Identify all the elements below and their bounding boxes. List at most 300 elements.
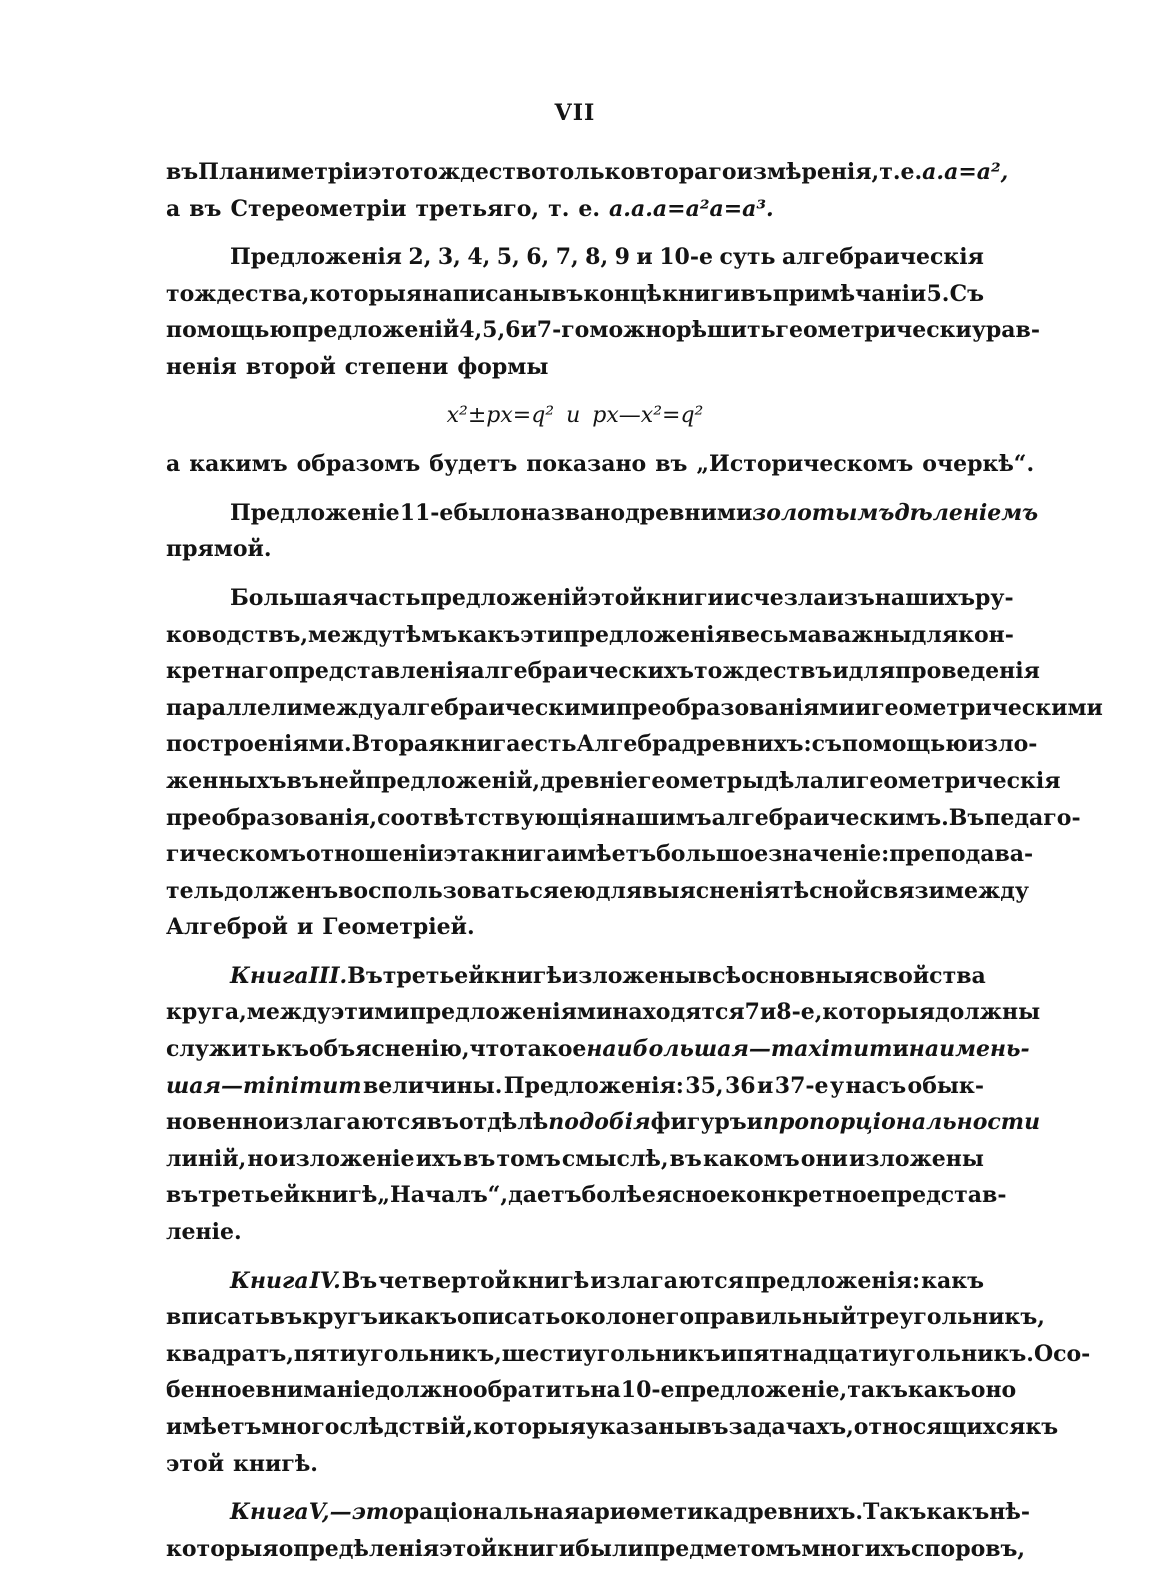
word: долженъ: [224, 877, 339, 904]
word: часть: [348, 584, 421, 611]
text-line: [166, 531, 984, 568]
word: дѣленіемъ: [894, 499, 1039, 526]
text-line: [166, 1177, 1007, 1214]
word: изложены: [561, 962, 697, 989]
paragraph: [166, 446, 1035, 483]
page-number: VII: [554, 100, 596, 126]
word: важны: [821, 621, 912, 648]
word: нѣ-: [989, 1499, 1030, 1526]
paragraph: [166, 239, 1040, 385]
word: насъ: [845, 1072, 907, 1099]
text-line: [166, 1299, 1045, 1336]
word: въ: [669, 1145, 702, 1172]
text-line: [166, 312, 1040, 349]
word: преобразованіями: [615, 694, 855, 721]
word: Геометріей.: [322, 914, 475, 941]
word: вписать: [166, 1304, 270, 1331]
word: 8,: [585, 244, 609, 271]
paragraph: [166, 958, 1041, 1251]
word: предложенія:: [744, 1267, 921, 1294]
word: кругъ: [302, 1304, 378, 1331]
word: женныхъ: [166, 767, 287, 794]
word: фигуръ: [650, 1109, 747, 1136]
word: и: [566, 402, 581, 428]
word: 3,: [437, 244, 461, 271]
word: 36: [724, 1072, 756, 1099]
word: какомъ: [702, 1145, 800, 1172]
word: концѣ: [583, 280, 662, 307]
text-line: [166, 1141, 984, 1178]
paragraph-gap: [166, 946, 984, 958]
word: и: [854, 694, 872, 721]
word: Планиметріи: [198, 159, 368, 185]
text-line: [166, 276, 984, 313]
word: Въ: [341, 1267, 378, 1294]
text-line: [166, 763, 1061, 800]
word: Алгеброй: [166, 914, 288, 941]
word: было: [453, 499, 521, 526]
word: а: [166, 195, 181, 222]
word: 5,: [482, 317, 506, 344]
word: свойства: [869, 962, 986, 989]
word: въ: [740, 280, 773, 307]
word: значеніе:: [768, 841, 890, 868]
word: III.: [308, 962, 348, 989]
word: смыслѣ,: [561, 1145, 669, 1172]
word: Книга: [230, 1499, 309, 1526]
word: прямой.: [166, 536, 272, 563]
word: помощью: [166, 317, 292, 344]
word: были: [575, 1535, 644, 1562]
word: книгѣ.: [233, 1450, 318, 1477]
word: такъ: [847, 1377, 908, 1404]
word: x²±px=q²: [446, 402, 555, 428]
word: и: [757, 1072, 774, 1099]
word: оно: [970, 1377, 1017, 1404]
word: на: [590, 1377, 621, 1404]
word: книга: [444, 731, 521, 758]
word: 2,: [408, 244, 432, 271]
word: въ: [426, 1109, 459, 1136]
text-line: [166, 154, 1009, 191]
paragraph: [166, 495, 1039, 568]
word: наибольшая—maximum: [586, 1036, 893, 1063]
word: „Историческомъ: [696, 451, 914, 478]
text-line: [166, 1336, 1091, 1373]
word: и: [892, 1036, 909, 1063]
word: исчезла: [723, 584, 828, 611]
text-line: [166, 1068, 984, 1105]
word: древнихъ.: [733, 1499, 863, 1526]
word: px—x²=q²: [592, 402, 704, 428]
word: 7: [744, 999, 760, 1026]
word: е.: [900, 159, 923, 185]
word: большое: [656, 841, 769, 868]
word: 37-е: [774, 1072, 829, 1099]
word: книгѣ: [300, 1182, 378, 1209]
word: даетъ: [508, 1182, 582, 1209]
word: второй: [245, 353, 336, 380]
word: дѣлали: [764, 767, 856, 794]
word: наимень-: [908, 1036, 1030, 1063]
word: въ: [286, 767, 319, 794]
word: 5,: [496, 244, 520, 271]
word: книги: [497, 1535, 576, 1562]
word: соотвѣтствующія: [377, 804, 606, 831]
word: 6,: [526, 244, 550, 271]
word: книгѣ: [484, 962, 562, 989]
word: предложенія: [563, 621, 731, 648]
word: тождество: [409, 159, 546, 185]
word: названо: [520, 499, 626, 526]
paragraph-gap: [166, 1482, 984, 1494]
word: a.a=a²,: [922, 159, 1009, 185]
paragraph: [166, 154, 1009, 227]
text-line: [166, 239, 984, 276]
word: проведенія: [895, 658, 1040, 685]
word: обык-: [907, 1072, 984, 1099]
word: очеркѣ“.: [922, 451, 1035, 478]
word: древнихъ:: [681, 731, 812, 758]
word: изложеніе: [279, 1145, 415, 1172]
text-line: [166, 726, 1038, 763]
word: преподава-: [889, 841, 1034, 868]
word: Книга: [230, 962, 309, 989]
word: и: [759, 999, 777, 1026]
word: кретнаго: [166, 658, 284, 685]
word: алгебраическія: [781, 244, 984, 271]
word: къ: [1025, 1414, 1059, 1440]
word: этой: [439, 1535, 498, 1562]
word: третьей: [382, 962, 485, 989]
text-line: [166, 836, 1034, 873]
text-line: [166, 1104, 1041, 1141]
word: ководствъ,: [166, 621, 309, 648]
word: они: [800, 1145, 848, 1172]
word: этой: [587, 584, 646, 611]
word: предложеніе,: [674, 1377, 848, 1404]
word: предметомъ: [643, 1535, 802, 1562]
word: Книга: [230, 1267, 309, 1294]
word: служить: [166, 1036, 277, 1063]
document-page: [166, 92, 1103, 1567]
paragraph: [166, 580, 1103, 946]
word: томъ: [496, 1145, 561, 1172]
word: урав-: [971, 317, 1040, 344]
word: къ: [276, 1036, 309, 1063]
text-line: [166, 617, 1014, 654]
word: золотымъ: [752, 499, 895, 526]
paragraph-gap: [166, 568, 984, 580]
text-line: [166, 1494, 1030, 1531]
text-line: [166, 1372, 1017, 1409]
word: ненія: [166, 353, 237, 380]
word: геометры: [637, 767, 765, 794]
word: бенное: [166, 1377, 256, 1404]
word: шестиугольникъ: [501, 1340, 721, 1367]
word: леніе.: [166, 1219, 242, 1246]
word: излагаются: [272, 1109, 427, 1136]
word: ариѳметика: [580, 1499, 734, 1526]
word: и: [636, 244, 653, 271]
word: рѣшить: [676, 317, 776, 344]
word: Осо-: [1033, 1340, 1091, 1367]
word: тождества,: [166, 280, 310, 307]
word: отношеніи: [305, 841, 444, 868]
word: можно: [589, 317, 677, 344]
word: много: [261, 1414, 340, 1440]
word: шая—minimum: [166, 1072, 362, 1099]
word: книги: [645, 584, 724, 611]
word: слѣдствій,: [339, 1414, 474, 1440]
word: Въ: [948, 804, 985, 831]
word: алгебраическихъ: [470, 658, 694, 685]
word: многихъ: [801, 1535, 912, 1562]
word: 8-е,: [776, 999, 823, 1026]
word: степени: [344, 353, 449, 380]
word: Большая: [230, 584, 349, 611]
word: тѣмъ: [392, 621, 458, 648]
word: это: [367, 159, 410, 185]
word: имѣетъ: [166, 1414, 262, 1440]
word: третьей: [198, 1182, 301, 1209]
word: геометрическія: [855, 767, 1061, 794]
word: въ: [551, 280, 584, 307]
word: Алгебра: [576, 731, 682, 758]
text-line: [166, 398, 984, 435]
word: построеніями.: [166, 731, 352, 758]
word: Въ: [347, 962, 383, 989]
word: болѣе: [581, 1182, 656, 1209]
word: и: [720, 1340, 737, 1367]
word: опредѣленія: [278, 1535, 440, 1562]
word: съ: [811, 731, 842, 758]
text-line: [166, 800, 1081, 837]
word: круга,: [166, 999, 247, 1026]
text-line: [166, 873, 1029, 910]
word: древними: [625, 499, 753, 526]
word: изъ: [827, 584, 875, 611]
word: весьма: [730, 621, 822, 648]
word: между: [246, 999, 331, 1026]
word: пятиугольникъ,: [293, 1340, 502, 1367]
formula-block: [166, 398, 984, 435]
word: геометрически: [775, 317, 972, 344]
text-line: [166, 191, 984, 228]
word: предложеніями: [409, 999, 613, 1026]
word: Предложенія:: [503, 1072, 684, 1099]
word: а: [166, 451, 181, 478]
word: и: [746, 1109, 763, 1136]
word: третьяго,: [415, 195, 540, 222]
word: Предложенія: [230, 244, 402, 271]
word: книгѣ: [512, 1267, 590, 1294]
text-line: [166, 1531, 1026, 1568]
word: споровъ,: [911, 1535, 1026, 1562]
word: только: [545, 159, 636, 185]
word: „Началъ“,: [377, 1182, 509, 1209]
paragraph-gap: [166, 1251, 984, 1263]
word: какъ: [926, 1499, 990, 1526]
word: воспользоваться: [338, 877, 560, 904]
paragraph-gap: [166, 434, 984, 446]
word: тѣсной: [779, 877, 870, 904]
word: въ: [166, 1182, 199, 1209]
word: должны: [934, 999, 1041, 1026]
word: что: [469, 1036, 514, 1063]
text-line: [166, 690, 1103, 727]
word: древніе: [540, 767, 638, 794]
text-line: [166, 958, 984, 995]
word: какимъ: [189, 451, 288, 478]
word: тель: [166, 877, 225, 904]
word: излагаются: [590, 1267, 744, 1294]
word: V,—это: [308, 1499, 404, 1526]
word: между: [944, 877, 1029, 904]
word: въ: [463, 1145, 496, 1172]
word: которыя: [473, 1414, 586, 1440]
word: описать: [457, 1304, 561, 1331]
word: написаны: [422, 280, 551, 307]
word: у: [829, 1072, 845, 1099]
word: въ: [189, 195, 222, 222]
word: представ-: [880, 1182, 1007, 1209]
paragraph-gap: [166, 483, 984, 495]
word: 10-е: [620, 1377, 675, 1404]
word: е.: [578, 195, 601, 222]
word: педаго-: [984, 804, 1081, 831]
word: правильный: [694, 1304, 857, 1331]
word: втораго: [635, 159, 737, 185]
word: ясное: [655, 1182, 731, 1209]
word: нашимъ: [605, 804, 712, 831]
paragraph: [166, 1263, 1091, 1483]
word: 5.: [926, 280, 950, 307]
word: подобія: [548, 1109, 651, 1136]
word: и: [520, 317, 537, 344]
word: но: [247, 1145, 279, 1172]
word: тождествъ: [693, 658, 833, 685]
word: параллели: [166, 694, 303, 721]
word: между: [308, 621, 393, 648]
word: предложеній: [291, 317, 460, 344]
word: 9: [614, 244, 630, 271]
word: ихъ: [415, 1145, 462, 1172]
paragraph: [166, 1494, 1030, 1567]
word: эти: [520, 621, 564, 648]
word: a.a.a=a²a=a³.: [609, 195, 774, 222]
word: 4,: [467, 244, 491, 271]
word: нашихъ: [874, 584, 976, 611]
text-line: [166, 1263, 984, 1300]
word: 6: [505, 317, 521, 344]
text-line: [166, 994, 1041, 1031]
word: 7,: [555, 244, 579, 271]
word: Съ: [949, 280, 984, 307]
word: отдѣлѣ: [458, 1109, 549, 1136]
word: для: [595, 877, 643, 904]
word: предложеній,: [365, 767, 541, 794]
text-line: [166, 580, 1014, 617]
word: величины.: [363, 1072, 503, 1099]
word: есть: [520, 731, 577, 758]
word: Такъ: [862, 1499, 927, 1526]
text-line: [166, 349, 984, 386]
word: и: [377, 1304, 395, 1331]
word: образомъ: [296, 451, 421, 478]
word: этими: [330, 999, 410, 1026]
word: пропорціональности: [762, 1109, 1041, 1136]
word: показано: [526, 451, 647, 478]
word: ру-: [975, 584, 1014, 611]
word: представленія: [283, 658, 471, 685]
word: примѣчаніи: [772, 280, 927, 307]
word: измѣренія,: [736, 159, 880, 185]
word: т.: [548, 195, 570, 222]
word: имѣетъ: [560, 841, 657, 868]
word: 4,: [459, 317, 483, 344]
word: которыя: [822, 999, 935, 1026]
word: относящихся: [853, 1414, 1026, 1440]
text-line: [166, 1031, 1030, 1068]
text-line: [166, 1409, 1059, 1446]
word: линій,: [166, 1145, 247, 1172]
word: Предложеніе: [230, 499, 400, 526]
word: которыя: [309, 280, 423, 307]
word: раціональная: [403, 1499, 581, 1526]
paragraph-gap: [166, 227, 984, 239]
word: алгебраическими: [386, 694, 616, 721]
word: преобразованія,: [166, 804, 378, 831]
word: которыя: [166, 1535, 279, 1562]
word: какъ: [907, 1377, 971, 1404]
text-line: [166, 653, 1040, 690]
word: и: [296, 914, 314, 941]
word: книга: [484, 841, 561, 868]
word: эта: [443, 841, 485, 868]
word: IV.: [309, 1267, 341, 1294]
word: находятся: [612, 999, 745, 1026]
word: обратить: [472, 1377, 591, 1404]
paragraph-gap: [166, 386, 984, 398]
word: предложеній: [420, 584, 588, 611]
word: для: [911, 621, 959, 648]
word: гическомъ: [166, 841, 306, 868]
word: т.: [879, 159, 901, 185]
word: въ: [166, 159, 199, 185]
word: помощью: [841, 731, 968, 758]
word: для: [848, 658, 896, 685]
word: Стереометріи: [230, 195, 407, 222]
word: треугольникъ,: [856, 1304, 1045, 1331]
word: вниманіе: [255, 1377, 376, 1404]
word: конкретное: [730, 1182, 881, 1209]
word: новенно: [166, 1109, 273, 1136]
word: и: [832, 658, 849, 685]
word: какъ: [921, 1267, 984, 1294]
word: такое: [513, 1036, 587, 1063]
text-line: [166, 1214, 984, 1251]
word: алгебраическимъ.: [711, 804, 949, 831]
word: указаны: [585, 1414, 697, 1440]
word: изложены: [849, 1145, 984, 1172]
word: книги: [662, 280, 741, 307]
text-line: [166, 1446, 984, 1483]
word: въ: [655, 451, 688, 478]
text-line: [166, 909, 984, 946]
word: ею: [559, 877, 596, 904]
word: этой: [166, 1450, 225, 1477]
